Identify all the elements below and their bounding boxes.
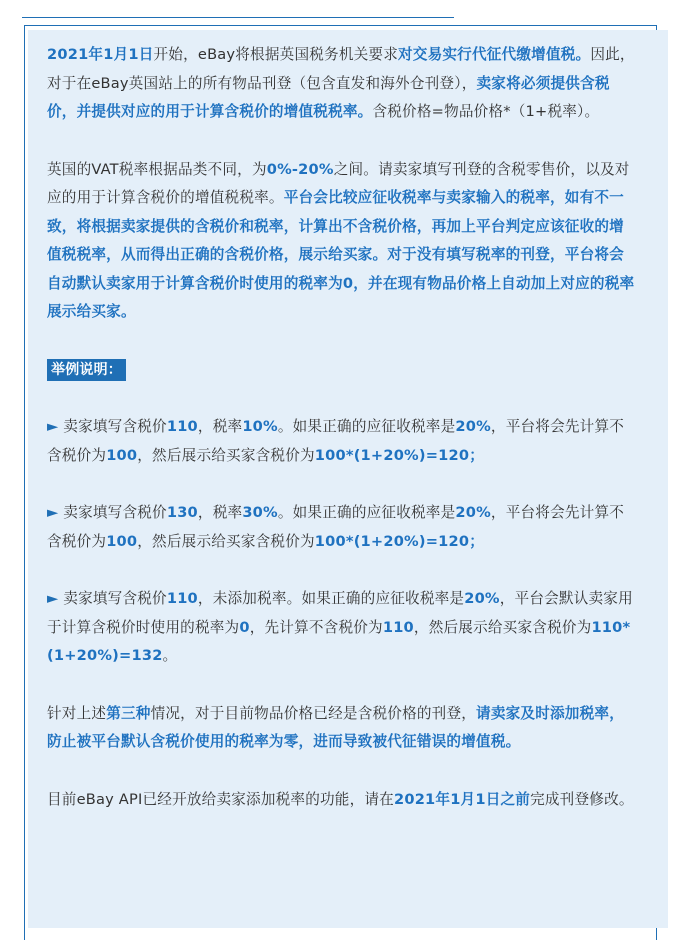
text-span: 目前eBay API已经开放给卖家添加税率的功能，请在 xyxy=(47,790,394,808)
text-span: ，先计算不含税价为 xyxy=(249,618,383,636)
text-span: 情况，对于目前物品价格已经是含税价格的刊登， xyxy=(150,704,477,722)
text-span: 因此，对于在eBay英国站上的所有物品刊登（包含直发和海外仓刊登）， xyxy=(47,46,635,92)
text-span: 卖家填写含税价 xyxy=(58,504,167,521)
text-span: 针对上述 xyxy=(47,704,107,722)
highlight-span: 请卖家及时添加税率，防止被平台默认含税价使用的税率为零，进而导致被代征错误的增值税。 xyxy=(47,704,624,750)
highlight-span: 对交易实行代征代缴增值税。 xyxy=(398,46,591,63)
text-span: ，然后展示给买家含税价为 xyxy=(137,532,315,550)
value-highlight: 110 xyxy=(166,590,198,607)
text-span: ，然后展示给买家含税价为 xyxy=(413,618,592,636)
top-divider xyxy=(22,17,454,18)
arrow-right-icon: ► xyxy=(47,590,59,607)
intro-paragraph xyxy=(47,41,637,127)
formula-highlight: 110*(1+20%)=132 xyxy=(47,618,631,664)
value-highlight: 20% xyxy=(455,418,491,435)
text-span: 英国的VAT税率根据品类不同，为 xyxy=(47,160,267,178)
date-highlight: 2021年1月1日 xyxy=(47,46,154,63)
highlight-span: 平台会比较应征收税率与卖家输入的税率，如有不一致，将根据卖家提供的含税价和税率，计算出不含税价格，再加上平台判定应该征收的增值税税率，从而得出正确的含税价格，展示给买家。对于没有填写税率的刊登，平台将会自动默认卖家用于计算含税价时使用的税率为0，并在现有物品价格上自动加上对应的税率展示给买家。 xyxy=(47,189,635,320)
value-highlight: 130 xyxy=(166,504,198,521)
formula-highlight: 100*(1+20%)=120； xyxy=(314,532,485,550)
example-label-row xyxy=(47,356,637,385)
text-span: 卖家填写含税价 xyxy=(58,418,167,435)
value-highlight: 30% xyxy=(242,504,278,521)
formula-text: 含税价格=物品价格*（1+税率）。 xyxy=(372,103,600,120)
text-span: ，然后展示给买家含税价为 xyxy=(137,446,315,464)
vat-rate-paragraph xyxy=(47,156,637,327)
third-case-paragraph xyxy=(47,700,637,757)
example-item xyxy=(47,413,637,470)
text-span: ，未添加税率。如果正确的应征收税率是 xyxy=(197,590,465,607)
value-highlight: 10% xyxy=(242,418,278,435)
formula-highlight: 100*(1+20%)=120； xyxy=(314,446,485,464)
api-notice-paragraph xyxy=(47,786,637,815)
article-body xyxy=(47,41,637,814)
text-span: ，税率 xyxy=(197,504,243,521)
text-span: 。如果正确的应征收税率是 xyxy=(277,418,456,435)
arrow-right-icon: ► xyxy=(47,504,59,521)
value-highlight: 20% xyxy=(464,590,500,607)
text-span: 。 xyxy=(162,647,178,664)
example-item xyxy=(47,499,637,556)
text-span: 卖家填写含税价 xyxy=(58,590,167,607)
value-highlight: 100 xyxy=(106,446,138,464)
deadline-highlight: 2021年1月1日之前 xyxy=(393,790,531,808)
text-span: ，平台将会先计算不含税价为 xyxy=(47,504,625,550)
value-highlight: 0 xyxy=(239,618,250,636)
text-span: 完成刊登修改。 xyxy=(530,790,634,808)
rate-range-highlight: 0%-20% xyxy=(266,160,334,178)
highlight-span: 第三种 xyxy=(106,704,151,722)
value-highlight: 110 xyxy=(166,418,198,435)
value-highlight: 110 xyxy=(382,618,414,636)
value-highlight: 100 xyxy=(106,532,138,550)
text-span: ，平台将会先计算不含税价为 xyxy=(47,418,625,464)
text-span: 之间。请卖家填写刊登的含税零售价，以及对应的用于计算含税价的增值税税率。 xyxy=(47,160,630,206)
example-item xyxy=(47,585,637,671)
highlight-span: 卖家将必须提供含税价，并提供对应的用于计算含税价的增值税税率。 xyxy=(47,74,610,120)
value-highlight: 20% xyxy=(455,504,491,521)
text-span: 开始，eBay将根据英国税务机关要求 xyxy=(153,46,398,63)
text-span: ，税率 xyxy=(197,418,243,435)
example-label: 举例说明： xyxy=(47,359,126,381)
text-span: 。如果正确的应征收税率是 xyxy=(277,504,456,521)
text-span: ，平台会默认卖家用于计算含税价时使用的税率为 xyxy=(47,590,633,636)
arrow-right-icon: ► xyxy=(47,418,59,435)
